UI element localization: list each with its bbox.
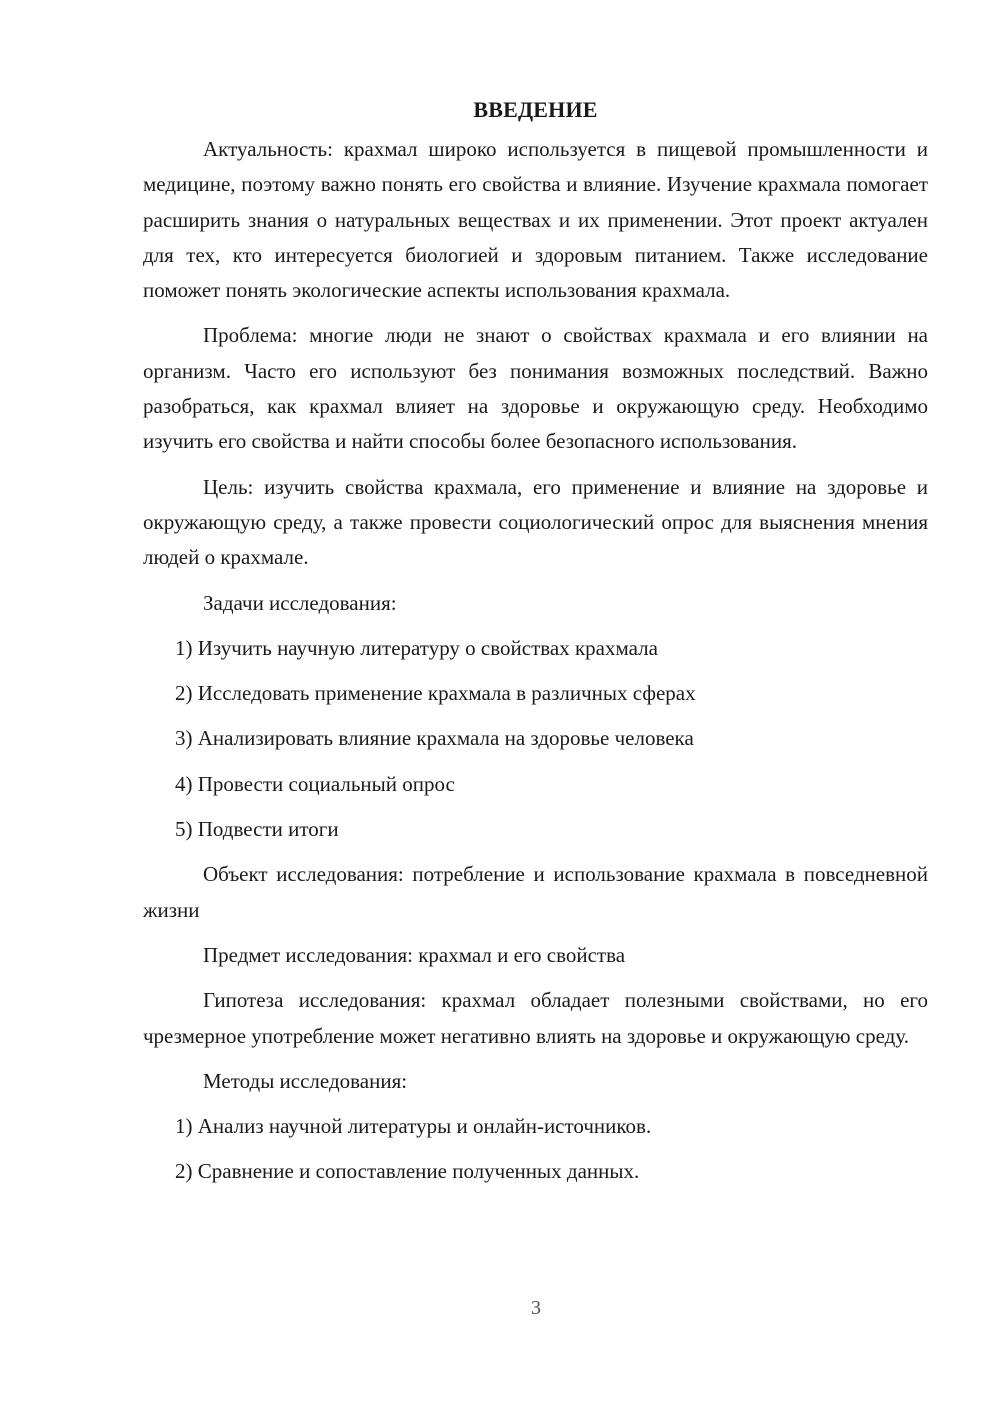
- page-title: ВВЕДЕНИЕ: [473, 97, 598, 122]
- task-item-5: 5) Подвести итоги: [175, 817, 339, 842]
- paragraph-relevance: Актуальность: крахмал широко используется в пищевой промышленности и медицине, поэтому важно понять его свойства и влияние. Изучение крахмала помогает расширить знания о натуральных веществах и их применении. Этот проект актуален для тех, кто интересуется биологией и здоровым питанием. Также исследование поможет понять экологические аспекты использования крахмала.: [143, 137, 928, 303]
- tasks-heading: Задачи исследования:: [203, 590, 397, 615]
- document-page: [143, 92, 928, 1200]
- method-item-1: 1) Анализ научной литературы и онлайн-источников.: [175, 1114, 652, 1139]
- task-item-2: 2) Исследовать применение крахмала в различных сферах: [175, 681, 696, 706]
- methods-heading: Методы исследования:: [203, 1068, 408, 1093]
- paragraph-subject: Предмет исследования: крахмал и его свойства: [203, 942, 626, 967]
- task-item-1: 1) Изучить научную литературу о свойствах крахмала: [175, 635, 658, 660]
- paragraph-hypothesis: Гипотеза исследования: крахмал обладает полезными свойствами, но его чрезмерное употребление может негативно влиять на здоровье и окружающую среду.: [143, 988, 928, 1048]
- method-item-2: 2) Сравнение и сопоставление полученных данных.: [175, 1159, 640, 1184]
- paragraph-object: Объект исследования: потребление и использование крахмала в повседневной жизни: [143, 862, 928, 922]
- paragraph-problem: Проблема: многие люди не знают о свойствах крахмала и его влиянии на организм. Часто его используют без понимания возможных последствий. Важно разобраться, как крахмал влияет на здоровье и окружающую среду. Необходимо изучить его свойства и найти способы более безопасного использования.: [143, 323, 928, 454]
- paragraph-goal: Цель: изучить свойства крахмала, его применение и влияние на здоровье и окружающую среду, а также провести социологический опрос для выяснения мнения людей о крахмале.: [143, 474, 928, 570]
- page-number: 3: [531, 1297, 541, 1319]
- task-item-4: 4) Провести социальный опрос: [175, 771, 455, 796]
- task-item-3: 3) Анализировать влияние крахмала на здоровье человека: [175, 726, 694, 751]
